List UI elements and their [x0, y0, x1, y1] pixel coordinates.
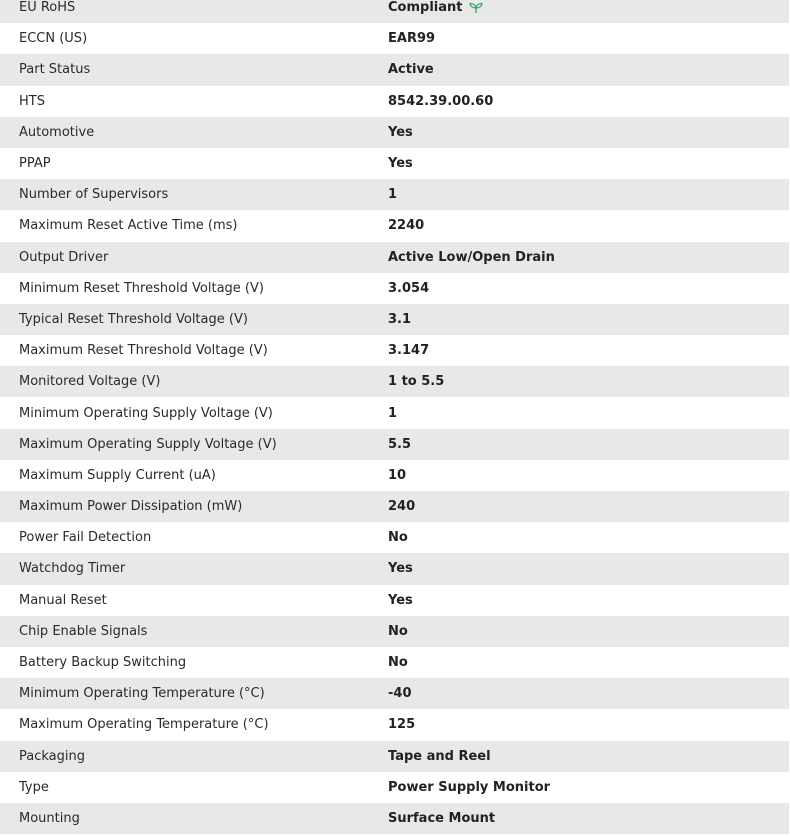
spec-value: Compliant: [388, 0, 463, 16]
spec-row-min-reset-threshold: [0, 273, 789, 304]
spec-value: Yes: [388, 592, 413, 608]
spec-label: Packaging: [19, 748, 85, 764]
spec-value: No: [388, 623, 408, 639]
spec-value: 1: [388, 187, 398, 203]
spec-label: Maximum Supply Current (uA): [19, 467, 216, 483]
spec-row-watchdog-timer: [0, 553, 789, 584]
spec-value: No: [388, 530, 408, 546]
spec-value: -40: [388, 686, 412, 702]
spec-value: 1 to 5.5: [388, 374, 445, 390]
spec-label: Maximum Reset Threshold Voltage (V): [19, 343, 268, 359]
spec-row-min-supply-voltage: [0, 397, 789, 428]
spec-label: Watchdog Timer: [19, 561, 126, 577]
spec-label: Minimum Reset Threshold Voltage (V): [19, 280, 264, 296]
spec-value: 3.1: [388, 311, 412, 327]
spec-label: Part Status: [19, 62, 91, 78]
spec-value-wrap: [388, 0, 483, 15]
spec-row-automotive: [0, 117, 789, 148]
spec-label: Maximum Power Dissipation (mW): [19, 499, 243, 515]
spec-row-part-status: [0, 54, 789, 85]
spec-row-output-driver: [0, 242, 789, 273]
spec-row-type: [0, 772, 789, 803]
spec-label: Maximum Operating Supply Voltage (V): [19, 436, 277, 452]
spec-row-power-fail-detection: [0, 522, 789, 553]
spec-value: Power Supply Monitor: [388, 779, 551, 795]
spec-row-eccn: [0, 23, 789, 54]
spec-row-eu-rohs: [0, 0, 789, 23]
spec-row-manual-reset: [0, 585, 789, 616]
spec-value: 10: [388, 467, 407, 483]
spec-row-max-reset-threshold: [0, 335, 789, 366]
spec-label: EU RoHS: [19, 0, 76, 16]
spec-label: HTS: [19, 93, 45, 109]
spec-value: 3.147: [388, 343, 430, 359]
spec-value: 3.054: [388, 280, 430, 296]
spec-row-max-supply-voltage: [0, 429, 789, 460]
spec-row-typ-reset-threshold: [0, 304, 789, 335]
spec-label: Minimum Operating Temperature (°C): [19, 686, 265, 702]
spec-row-min-operating-temp: [0, 678, 789, 709]
spec-value: Yes: [388, 561, 413, 577]
spec-value: 1: [388, 405, 398, 421]
spec-label: Number of Supervisors: [19, 187, 169, 203]
spec-row-hts: [0, 86, 789, 117]
spec-row-mounting: [0, 803, 789, 834]
spec-row-packaging: [0, 741, 789, 772]
spec-value: 5.5: [388, 436, 412, 452]
spec-label: Automotive: [19, 124, 95, 140]
spec-value: EAR99: [388, 31, 436, 47]
spec-value: 240: [388, 499, 416, 515]
spec-label: ECCN (US): [19, 31, 88, 47]
leaf-icon: [469, 2, 483, 14]
spec-row-battery-backup-switching: [0, 647, 789, 678]
spec-value: No: [388, 655, 408, 671]
spec-value: Yes: [388, 156, 413, 172]
spec-label: Chip Enable Signals: [19, 623, 148, 639]
spec-value: Yes: [388, 124, 413, 140]
spec-row-number-of-supervisors: [0, 179, 789, 210]
spec-label: Manual Reset: [19, 592, 107, 608]
spec-label: Maximum Operating Temperature (°C): [19, 717, 269, 733]
spec-row-max-operating-temp: [0, 709, 789, 740]
spec-row-max-power-dissipation: [0, 491, 789, 522]
spec-label: Minimum Operating Supply Voltage (V): [19, 405, 273, 421]
spec-label: PPAP: [19, 156, 51, 172]
spec-value: 8542.39.00.60: [388, 93, 494, 109]
spec-row-monitored-voltage: [0, 366, 789, 397]
spec-row-ppap: [0, 148, 789, 179]
spec-value: 125: [388, 717, 416, 733]
spec-label: Maximum Reset Active Time (ms): [19, 218, 238, 234]
spec-label: Battery Backup Switching: [19, 655, 187, 671]
spec-label: Output Driver: [19, 249, 109, 265]
spec-value: Active Low/Open Drain: [388, 249, 555, 265]
spec-label: Type: [19, 779, 49, 795]
spec-value: Tape and Reel: [388, 748, 491, 764]
spec-label: Power Fail Detection: [19, 530, 152, 546]
spec-label: Typical Reset Threshold Voltage (V): [19, 311, 248, 327]
spec-row-chip-enable-signals: [0, 616, 789, 647]
spec-value: 2240: [388, 218, 425, 234]
spec-row-max-reset-active-time: [0, 210, 789, 241]
spec-value: Active: [388, 62, 434, 78]
spec-row-max-supply-current: [0, 460, 789, 491]
spec-label: Mounting: [19, 810, 80, 826]
spec-value: Surface Mount: [388, 810, 496, 826]
spec-label: Monitored Voltage (V): [19, 374, 161, 390]
